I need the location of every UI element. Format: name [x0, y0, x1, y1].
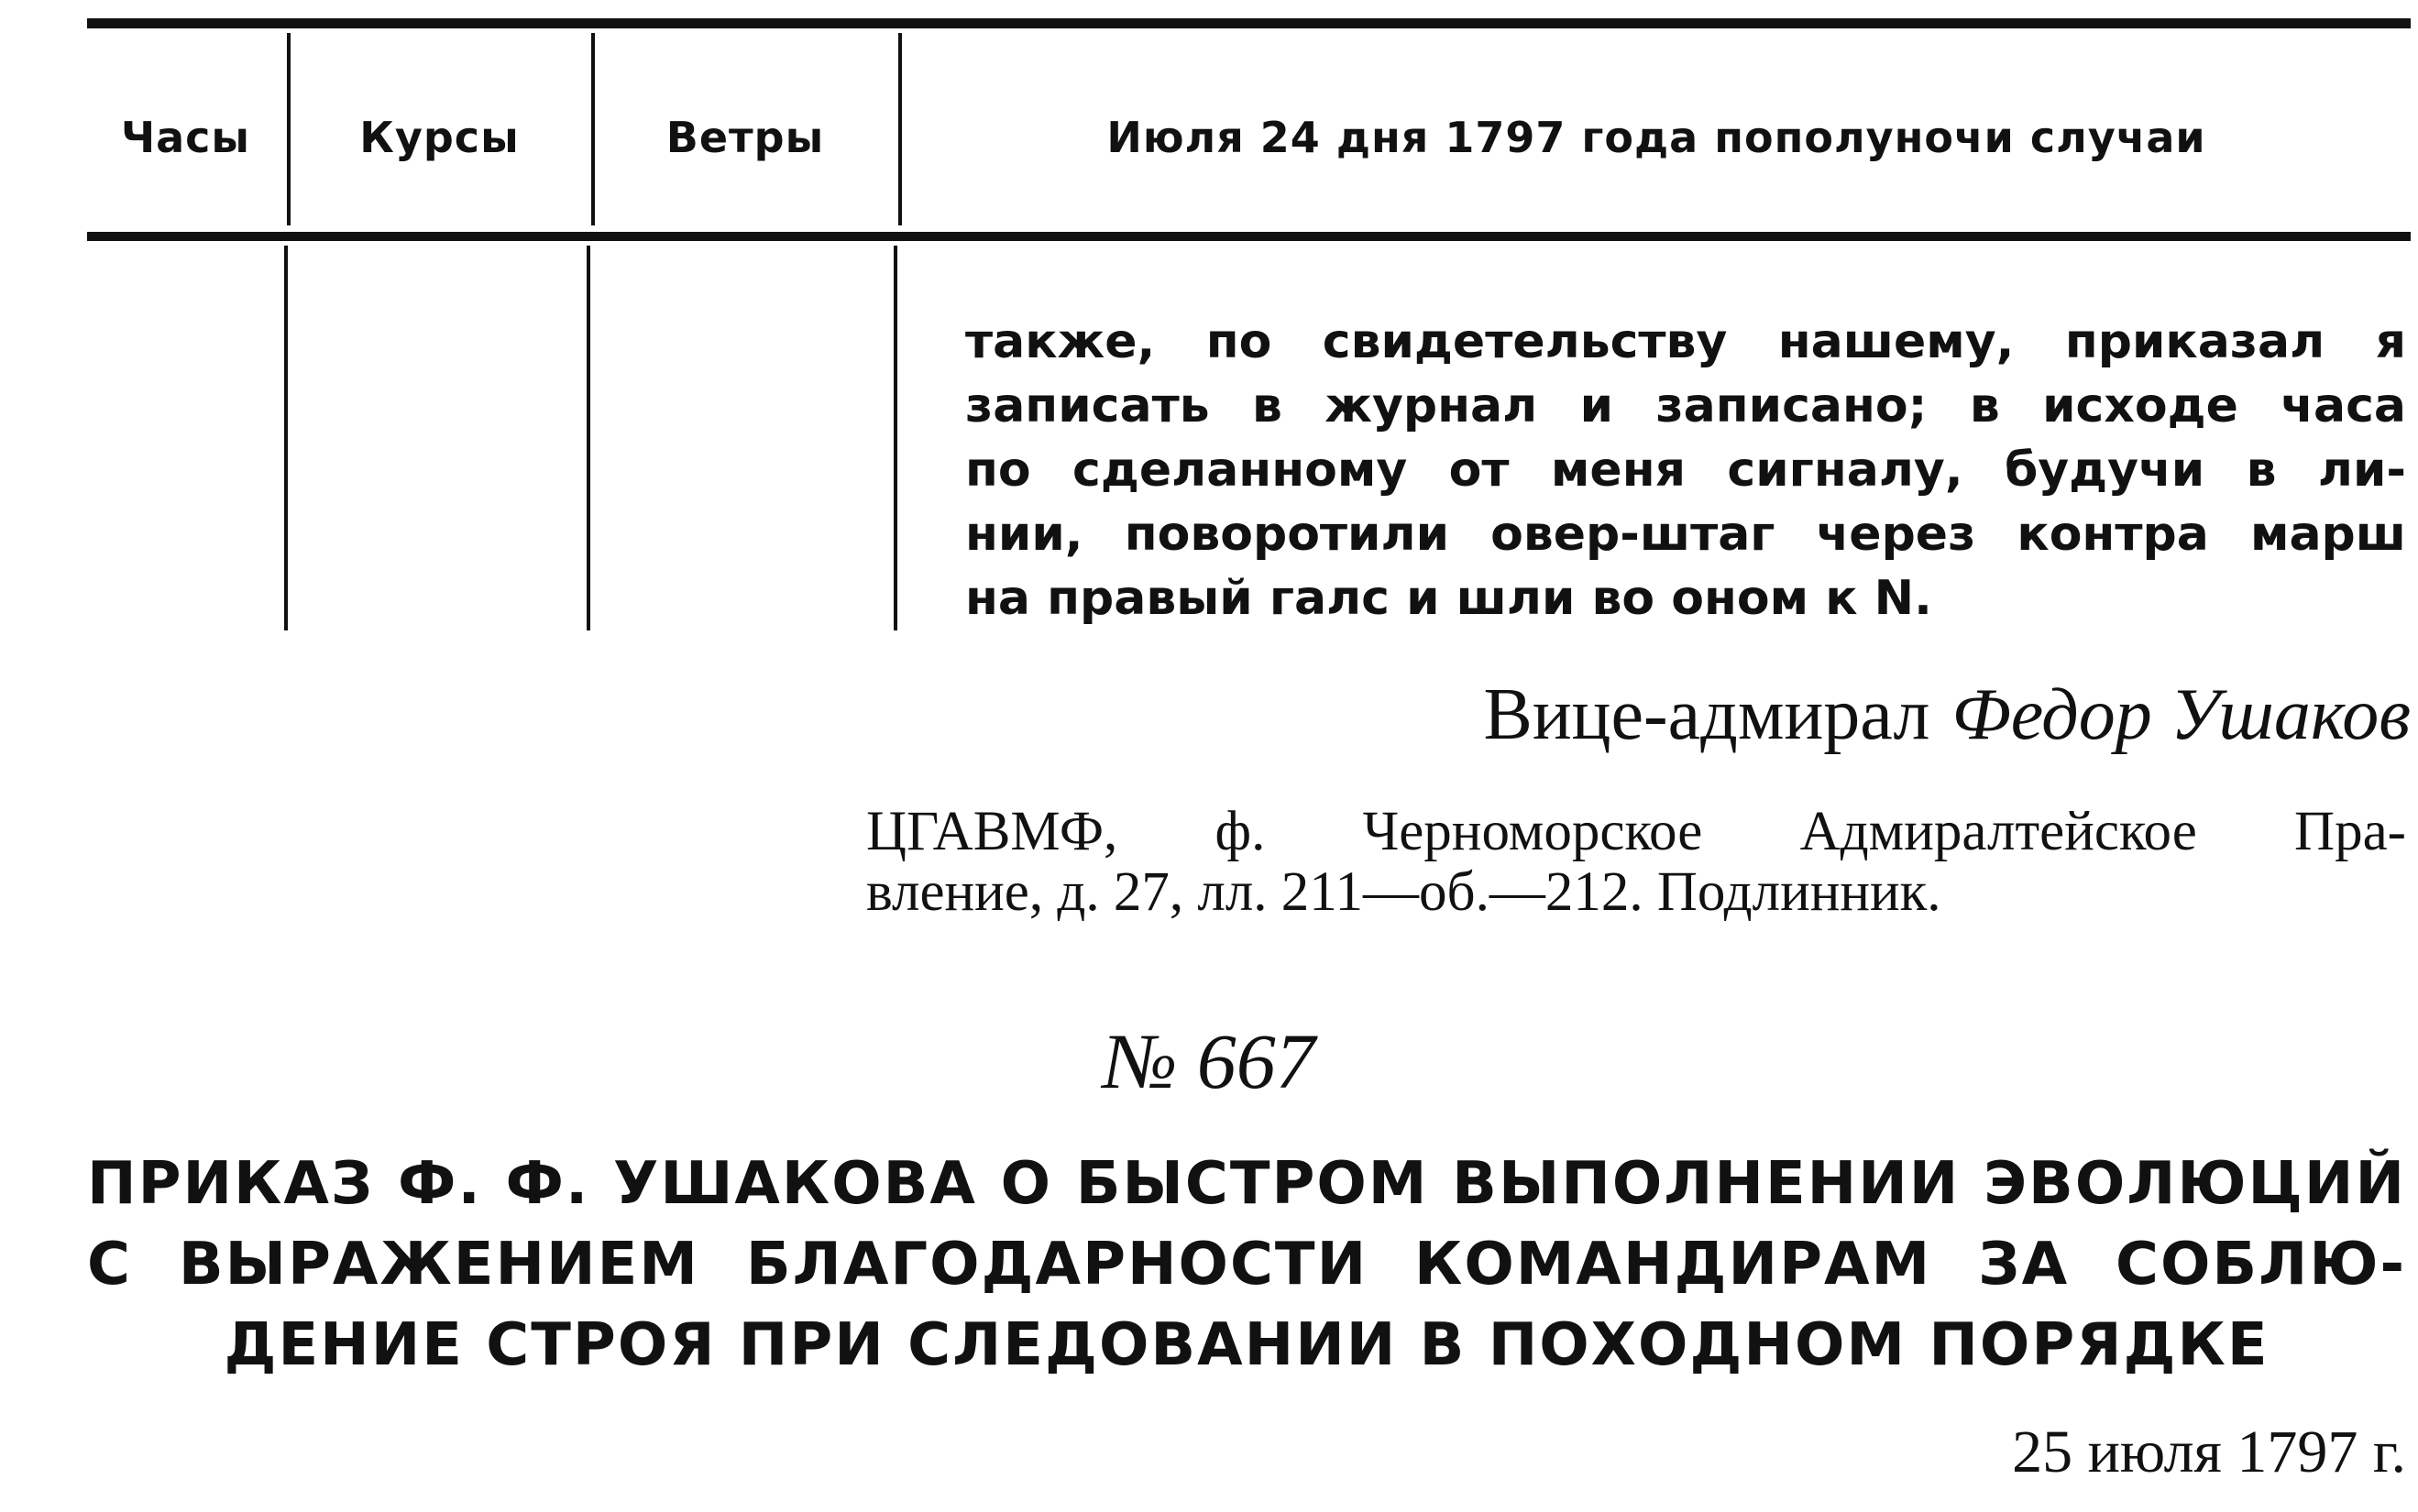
column-divider	[284, 246, 288, 630]
log-entry-line: записать в журнал и записано; в исходе часа	[965, 378, 2406, 433]
document-number: № 667	[1103, 1017, 1315, 1105]
document-title-line: ДЕНИЕ СТРОЯ ПРИ СЛЕДОВАНИИ В ПОХОДНОМ ПОРЯДКЕ	[224, 1311, 2270, 1379]
document-date: 25 июля 1797 г.	[2012, 1419, 2406, 1485]
column-header-winds: Ветры	[665, 113, 825, 162]
signature-rank: Вице-адмирал	[1483, 674, 1930, 755]
log-entry-line: по сделанному от меня сигналу, будучи в ли-	[965, 443, 2406, 498]
column-divider	[894, 246, 897, 630]
column-divider	[587, 246, 590, 630]
column-header-hours: Часы	[120, 113, 251, 162]
table-header-rule	[87, 232, 2411, 241]
table-top-rule	[87, 18, 2411, 28]
column-header-events: Июля 24 дня 1797 года пополуночи случаи	[1106, 113, 2206, 162]
signature-name: Федор Ушаков	[1951, 674, 2411, 755]
document-title-line: С ВЫРАЖЕНИЕМ БЛАГОДАРНОСТИ КОМАНДИРАМ ЗА СОБЛЮ-	[87, 1231, 2406, 1298]
document-title-line: ПРИКАЗ Ф. Ф. УШАКОВА О БЫСТРОМ ВЫПОЛНЕНИИ ЭВОЛЮЦИЙ	[87, 1150, 2406, 1218]
column-header-courses: Курсы	[359, 113, 520, 162]
log-entry-line: также, по свидетельству нашему, приказал я	[965, 314, 2406, 369]
archive-reference-line: вление, д. 27, лл. 211—об.—212. Подлинник.	[866, 861, 1941, 923]
document-title	[87, 1144, 2406, 1386]
archive-reference-line: ЦГАВМФ, ф. Черноморское Адмиралтейское Пра-	[866, 801, 2406, 862]
log-entry-line: на правый галс и шли во оном к N.	[965, 571, 1932, 626]
signature	[1338, 669, 2411, 761]
log-entry-line: нии, поворотили овер-штаг через контра марш	[965, 507, 2406, 562]
archive-reference	[866, 802, 2406, 923]
log-entry-text	[965, 310, 2406, 630]
